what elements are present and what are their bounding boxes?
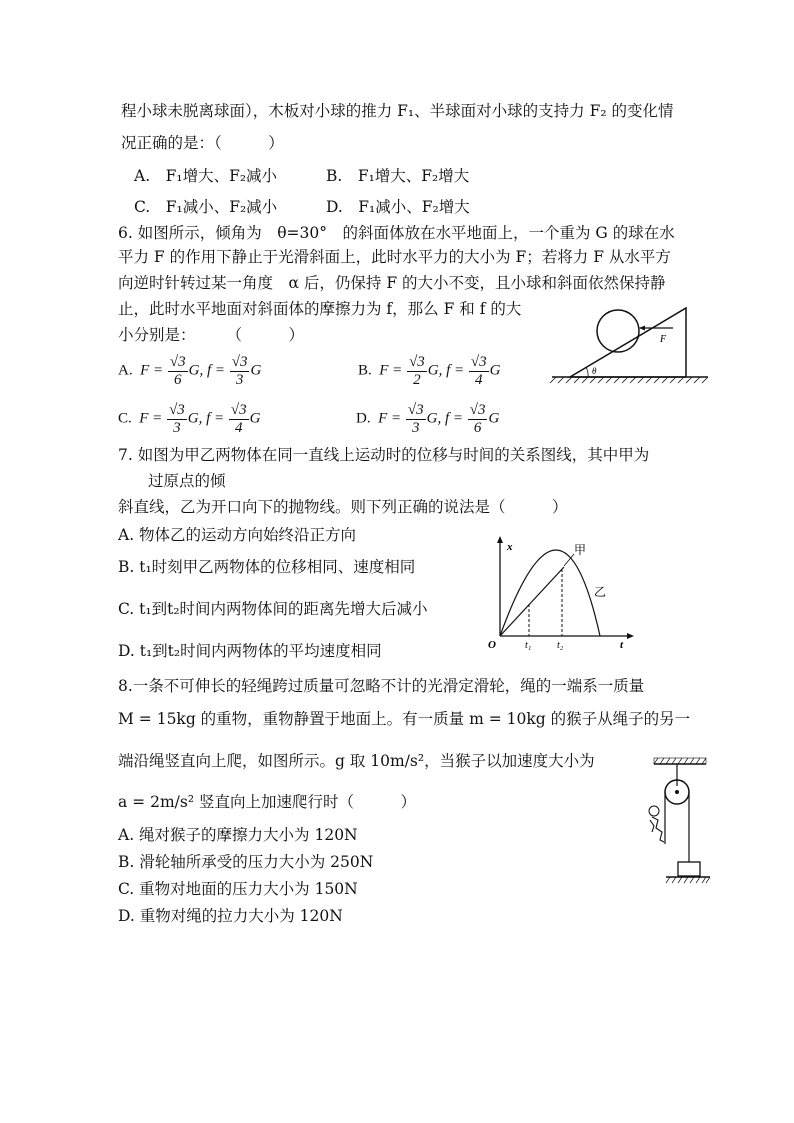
q8-option-d: D. 重物对绳的拉力大小为 120N [118,907,343,925]
force-arrowhead [639,326,645,331]
q6-option-a-f-den: 3 [235,371,244,388]
q8-pulley-figure [640,756,716,890]
q6-option-d-F-den: 3 [412,419,420,436]
q7-option-a: A. 物体乙的运动方向始终沿正方向 [118,526,357,544]
q6-option-b-F-num: √3 [409,354,425,370]
q6-option-c: C. F = $\frac{√3}{3}$ G, f = $\frac{√3}{4}$ G [118,402,261,436]
q6-option-a-f-num: √3 [231,354,248,370]
q6-option-a-F-num: √3 [169,354,186,370]
monkey-head [649,806,659,816]
q8-stem-line-4: a = 2m/s² 竖直向上加速爬行时（ ） [118,793,416,811]
q6-stem-line-3: 向逆时针转过某一角度 α 后，仍保持 F 的大小不变，且小球和斜面依然保持静 [118,274,666,292]
monkey-body [650,817,664,842]
x-axis-label: x [507,541,513,553]
line-jia [500,567,564,636]
t2-label: t₂ [557,640,564,651]
t-axis-label: t [620,639,624,651]
q6-stem-line-1: 6. 如图所示，倾角为 θ=30° 的斜面体放在水平地面上，一个重为 G 的球在水 [118,224,675,242]
q6-stem-line-2: 平力 F 的作用下静止于光滑斜面上，此时水平力的大小为 F；若将力 F 从水平方 [118,248,671,266]
q6-option-b: B. F = $\frac{√3}{2}$ G, f = $\frac{√3}{4}$ G [358,354,501,388]
q6-option-c-f-num: √3 [230,402,247,418]
q8-option-b: B. 滑轮轴所承受的压力大小为 250N [118,853,374,871]
q5-option-c: C. F₁减小、F₂减小 [134,198,278,216]
q6-incline-figure [548,300,713,385]
q7-stem-line-2: 过原点的倾 [148,472,226,490]
q7-option-c: C. t₁到t₂时间内两物体间的距离先增大后减小 [118,600,428,618]
q6-option-c-F-den: 3 [173,419,181,436]
q6-option-b-label: B. [358,362,372,379]
q5-continuation-line-2: 况正确的是：（ ） [121,134,284,152]
q6-option-c-f-den: 4 [235,419,243,436]
t1-label: t₁ [525,640,532,651]
q5-option-d: D. F₁减小、F₂增大 [326,198,470,216]
ground-hatching [550,377,708,383]
q8-option-c: C. 重物对地面的压力大小为 150N [118,880,358,898]
q6-option-b-f-den: 4 [475,371,483,388]
t-axis-arrowhead [627,633,634,639]
q7-option-d: D. t₁到t₂时间内两物体的平均速度相同 [118,642,382,660]
q6-option-d: D. F = $\frac{√3}{3}$ G, f = $\frac{√3}{6}$ G [356,402,500,436]
q7-stem-line-1: 7. 如图为甲乙两物体在同一直线上运动时的位移与时间的关系图线，其中甲为 [118,446,650,464]
q6-option-b-F-den: 2 [413,371,421,388]
q6-option-d-label: D. [356,410,371,427]
q6-option-a: A. F = $\frac{√3}{6}$ G, f = $\frac{√3}{3}$ G [118,354,262,388]
q6-option-a-F-den: 6 [174,371,182,388]
q6-option-c-label: C. [118,410,132,427]
q6-option-d-f-num: √3 [469,402,486,418]
jia-label: 甲 [574,543,587,557]
q8-stem-line-2: M = 15kg 的重物，重物静置于地面上。有一质量 m = 10kg 的猴子从绳子的另一 [118,710,691,728]
q8-stem-line-3: 端沿绳竖直向上爬，如图所示。g 取 10m/s²，当猴子以加速度大小为 [118,752,595,770]
q6-stem-line-4: 止，此时水平地面对斜面体的摩擦力为 f，那么 F 和 f 的大 [118,300,522,318]
parabola-yi [500,550,600,636]
x-axis-arrowhead [497,536,503,543]
q5-continuation-line-1: 程小球未脱离球面），木板对小球的推力 F₁、半球面对小球的支持力 F₂ 的变化情 [121,102,674,120]
floor-hatching [666,877,710,883]
incline-wedge [570,308,686,377]
q6-option-a-label: A. [118,362,133,379]
q8-stem-line-1: 8.一条不可伸长的轻绳跨过质量可忽略不计的光滑定滑轮，绳的一端系一质量 [118,677,645,695]
ball [597,310,639,352]
force-label: F [660,334,667,345]
ceiling-hatching [654,758,706,764]
pulley-axle [675,790,679,794]
q7-option-b: B. t₁时刻甲乙两物体的位移相同、速度相同 [118,558,416,576]
q5-option-b: B. F₁增大、F₂增大 [326,167,470,185]
q6-option-c-F-num: √3 [169,402,185,418]
q6-option-d-F-num: √3 [407,402,424,418]
q7-xt-graph [480,534,640,652]
angle-arc [586,367,588,377]
q8-option-a: A. 绳对猴子的摩擦力大小为 120N [118,826,358,844]
origin-label: O [488,639,496,651]
yi-label: 乙 [594,585,607,599]
q5-option-a: A. F₁增大、F₂减小 [134,167,278,185]
q6-option-b-f-num: √3 [470,354,487,370]
q6-option-d-f-den: 6 [473,419,482,436]
angle-label: θ [592,366,597,376]
weight-block [678,862,700,876]
q7-stem-line-3: 斜直线，乙为开口向下的抛物线。则下列正确的说法是（ ） [118,498,568,516]
q6-stem-line-5: 小分别是： （ ） [118,326,305,344]
